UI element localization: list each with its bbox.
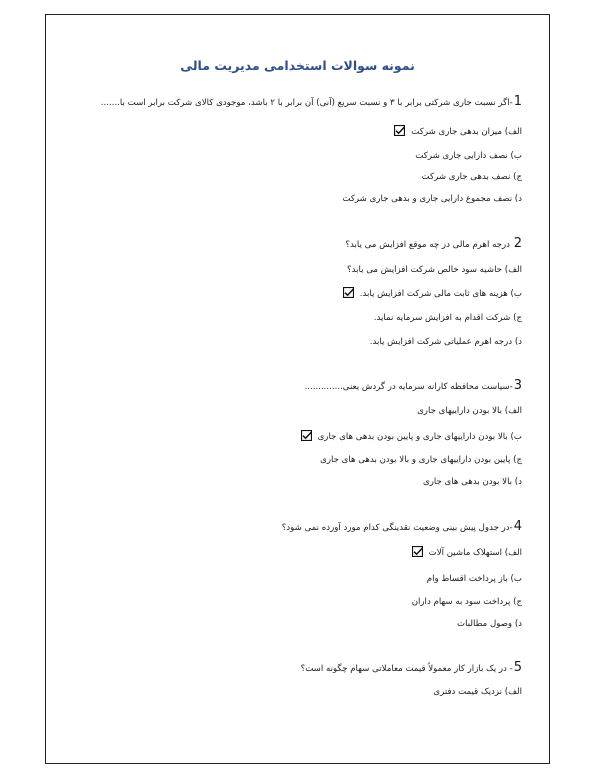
option-2d[interactable] <box>370 336 522 348</box>
option-label: د) نصف مجموع دارایی جاری و بدهی جاری شرکت <box>342 194 522 204</box>
option-label: ب) بالا بودن داراییهای جاری و پایین بودن بدهی های جاری <box>317 432 522 442</box>
option-2b[interactable] <box>343 287 522 300</box>
option-label: ج) پایین بودن داراییهای جاری و بالا بودن بدهی های جاری <box>320 455 522 465</box>
option-label: ب) هزینه های ثابت مالی شرکت افزایش یابد. <box>359 289 522 299</box>
question-3 <box>305 380 522 393</box>
question-number: 2 <box>513 236 522 251</box>
question-text: -سیاست محافظه کارانه سرمایه در گردش یعنی.............. <box>304 382 513 392</box>
option-3d[interactable] <box>423 476 522 488</box>
option-4b[interactable] <box>427 573 522 585</box>
option-label: د) بالا بودن بدهی های جاری <box>422 477 522 487</box>
option-label: ب) باز پرداخت اقساط وام <box>426 574 522 584</box>
option-label: الف) میزان بدهی جاری شرکت <box>411 127 522 137</box>
checkbox-checked-icon <box>301 430 312 441</box>
option-3c[interactable] <box>320 454 522 466</box>
checkbox-checked-icon <box>394 125 405 136</box>
question-number: 3 <box>513 378 522 393</box>
option-1c[interactable] <box>422 171 522 183</box>
question-2 <box>345 238 522 251</box>
option-1a[interactable] <box>394 125 522 138</box>
question-number: 5 <box>513 660 522 675</box>
option-3a[interactable] <box>417 405 522 417</box>
option-label: ب) نصف دارایی جاری شرکت <box>415 151 522 161</box>
option-4a[interactable] <box>412 546 522 559</box>
question-text: درجه اهرم مالی در چه موقع افزایش می یابد؟ <box>345 240 513 250</box>
checkbox-checked-icon <box>343 287 354 298</box>
option-label: الف) بالا بودن داراییهای جاری <box>417 406 522 416</box>
option-2a[interactable] <box>347 264 522 276</box>
question-1 <box>101 96 522 109</box>
question-5 <box>301 662 522 675</box>
option-label: د) وصول مطالبات <box>457 619 522 629</box>
question-text: -اگر نسبت جاری شرکتی برابر با ۳ و نسبت سریع (آنی) آن برابر با ۲ باشد، موجودی کالای شرکت برابر است با....... <box>100 98 513 108</box>
question-4 <box>282 521 522 534</box>
question-number: 1 <box>513 94 522 109</box>
option-4c[interactable] <box>412 596 522 608</box>
option-label: الف) حاشیه سود خالص شرکت افزایش می یابد؟ <box>347 265 522 275</box>
option-label: الف) استهلاک ماشین آلات <box>428 548 522 558</box>
checkbox-checked-icon <box>412 546 423 557</box>
page-title: نمونه سوالات استخدامی مدیریت مالی <box>180 58 415 73</box>
option-5a[interactable] <box>433 686 522 698</box>
option-1d[interactable] <box>342 193 522 205</box>
option-label: ج) نصف بدهی جاری شرکت <box>421 172 522 182</box>
option-label: ج) شرکت اقدام به افزایش سرمایه نماید. <box>373 313 522 323</box>
option-label: ج) پرداخت سود به سهام داران <box>411 597 522 607</box>
option-1b[interactable] <box>415 150 522 162</box>
question-text: - در یک بازار کار معمولاً قیمت معاملاتی سهام چگونه است؟ <box>300 664 513 674</box>
option-3b[interactable] <box>301 430 522 443</box>
option-label: د) درجه اهرم عملیاتی شرکت افزایش یابد. <box>369 337 522 347</box>
option-4d[interactable] <box>457 618 522 630</box>
option-2c[interactable] <box>374 312 522 324</box>
question-text: -در جدول پیش بینی وضعیت نقدینگی کدام مورد آورده نمی شود؟ <box>281 523 513 533</box>
option-label: الف) نزدیک قیمت دفتری <box>433 687 522 697</box>
question-number: 4 <box>513 519 522 534</box>
